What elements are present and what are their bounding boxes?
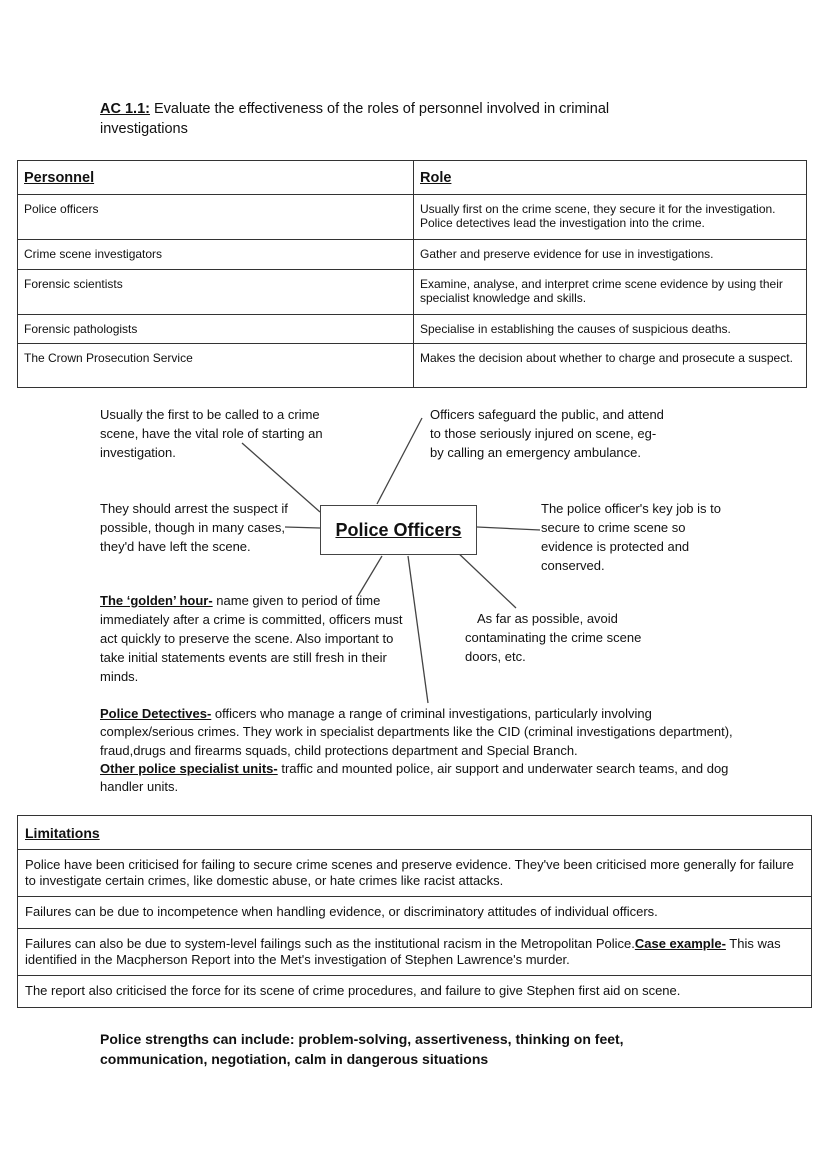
- cell-personnel: Police officers: [18, 195, 414, 240]
- cell-role: Usually first on the crime scene, they secure it for the investigation. Police detectives lead the investigation into the crime.: [414, 195, 807, 240]
- column-header-role: Role: [414, 161, 807, 195]
- mind-map-node-golden-hour: [100, 591, 410, 686]
- mind-map-node-top-left: Usually the first to be called to a crime scene, have the vital role of starting an investigation.: [100, 407, 323, 460]
- golden-hour-text: name given to period of time immediately after a crime is committed, officers must act quickly to preserve the scene. Also important to take initial statements events are still fresh in their minds.: [100, 593, 403, 684]
- detectives-label: Police Detectives-: [100, 706, 212, 721]
- detectives-paragraph: [100, 705, 740, 796]
- cell-personnel: Forensic pathologists: [18, 315, 414, 344]
- cell-personnel: Forensic scientists: [18, 270, 414, 315]
- criterion-label: AC 1.1:: [100, 101, 150, 117]
- connector-right: [477, 527, 540, 530]
- table-row: [18, 976, 812, 1008]
- mind-map-node-bottom-right: As far as possible, avoid contaminating the crime scene doors, etc.: [465, 611, 642, 664]
- specialist-units-text: traffic and mounted police, air support and underwater search teams, and dog handler units.: [100, 760, 729, 795]
- mind-map-center: Police Officers: [320, 505, 477, 555]
- criterion-text: Evaluate the effectiveness of the roles of personnel involved in criminal investigations: [100, 101, 610, 137]
- connector-bottom-center: [408, 556, 428, 703]
- detectives-text: officers who manage a range of criminal investigations, particularly involving complex/serious crimes. They work in specialist departments like the CID (criminal investigations department), fraud,drugs and firearms squads, child protections department and Special Branch.: [100, 706, 733, 758]
- cell-role: Examine, analyse, and interpret crime scene evidence by using their specialist knowledge and skills.: [414, 270, 807, 315]
- table-row: [18, 897, 812, 929]
- limitation-cell: The report also criticised the force for its scene of crime procedures, and failure to give Stephen first aid on scene.: [18, 976, 812, 1008]
- strengths-summary: Police strengths can include: problem-solving, assertiveness, thinking on feet, communication, negotiation, calm in dangerous situations: [100, 1031, 624, 1067]
- connector-bottom-right: [455, 550, 516, 608]
- case-example-label: Case example-: [634, 936, 726, 951]
- mind-map-node-left: They should arrest the suspect if possible, though in many cases, they'd have left the scene.: [100, 501, 288, 554]
- limitation-cell: Police have been criticised for failing to secure crime scenes and preserve evidence. They've been criticised more generally for failure to investigate certain crimes, like domestic abuse, or hate crimes like racist attacks.: [18, 850, 812, 897]
- table-row: [18, 929, 812, 976]
- limitation-cell: Failures can be due to incompetence when handling evidence, or discriminatory attitudes of individual officers.: [18, 897, 812, 929]
- cell-role: Gather and preserve evidence for use in investigations.: [414, 240, 807, 270]
- golden-hour-label: The ‘golden’ hour-: [100, 593, 213, 608]
- mind-map-node-top-right: Officers safeguard the public, and attend to those seriously injured on scene, eg- by calling an emergency ambulance.: [430, 407, 664, 460]
- column-header-personnel: Personnel: [18, 161, 414, 195]
- mind-map-node-right: The police officer's key job is to secure to crime scene so evidence is protected and conserved.: [541, 501, 721, 573]
- limitations-header: Limitations: [18, 816, 812, 850]
- cell-role: Makes the decision about whether to charge and prosecute a suspect.: [414, 344, 807, 388]
- cell-role: Specialise in establishing the causes of suspicious deaths.: [414, 315, 807, 344]
- connector-bottom-left: [358, 556, 382, 596]
- limitation-cell: Failures can also be due to system-level failings such as the institutional racism in the Metropolitan Police.Case example- This was identified in the Macpherson Report into the Met's investigation of Stephen Lawrence's murder.: [18, 929, 812, 976]
- specialist-units-label: Other police specialist units-: [100, 760, 278, 776]
- table-row: [18, 850, 812, 897]
- cell-personnel: Crime scene investigators: [18, 240, 414, 270]
- limitations-table: [17, 815, 812, 1008]
- table-header-row: [18, 816, 812, 850]
- connector-top-right: [377, 418, 422, 504]
- cell-personnel: The Crown Prosecution Service: [18, 344, 414, 388]
